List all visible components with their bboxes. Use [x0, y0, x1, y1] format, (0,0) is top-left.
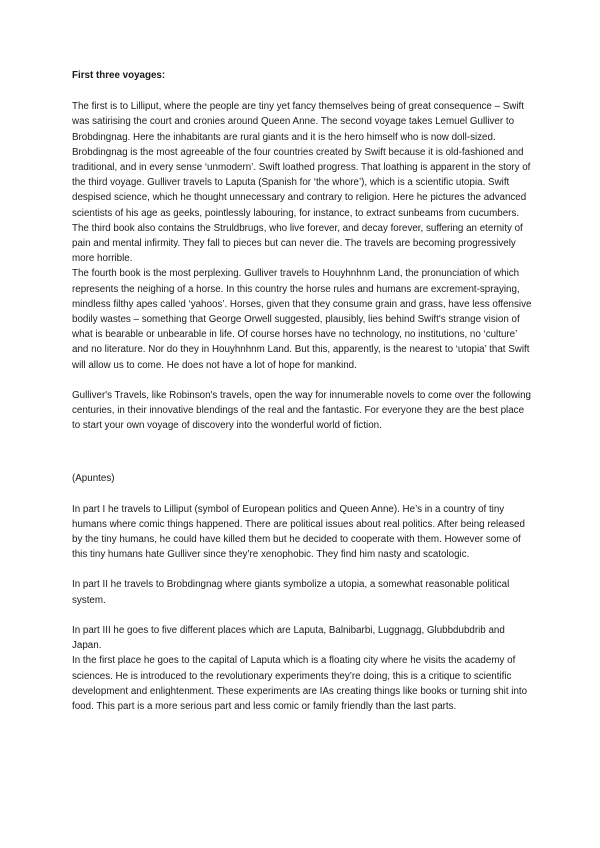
paragraph-part-one: In part I he travels to Lilliput (symbol of European politics and Queen Anne). He’s in a country of tiny humans where comic things happened. There are political issues about real politics. After being released by the tiny humans, he could have killed them but he decided to cooperate with them. However some of this tiny humans hate Gulliver since they’re xenophobic. They find him nasty and scatologic. — [72, 503, 525, 561]
paragraph-first-three-voyages: The first is to Lilliput, where the people are tiny yet fancy themselves being of great consequence – Swift was satirising the court and cronies around Queen Anne. The second voyage takes Lemuel Gulliver to Brobdingnag. Here the inhabitants are rural giants and it is the hero himself who is now doll-sized. Brobdingnag is the most agreeable of the four countries created by Swift because it is old-fashioned and traditional, and in every sense ‘unmodern’. Swift loathed progress. That loathing is apparent in the story of the third voyage. Gulliver travels to Laputa (Spanish for ‘the whore’), which is a scientific utopia. Swift despised science, which he thought unnecessary and contrary to religion. Here he pictures the advanced scientists of his age as geeks, pointlessly labouring, for instance, to extract sunbeams from cucumbers. The third book also contains the Struldbrugs, who live forever, and decay forever, suffering an eternity of pain and mental infirmity. They fall to pieces but can never die. The travels are becoming progressively more horrible. — [72, 101, 531, 265]
paragraph-conclusion: Gulliver's Travels, like Robinson's travels, open the way for innumerable novels to come over the following centuries, in their innovative blendings of the real and the fantastic. For everyone they are the best place to start your own voyage of discovery into the wonderful world of fiction. — [72, 389, 531, 432]
notes-heading: (Apuntes) — [72, 473, 115, 485]
paragraph-laputa: In the first place he goes to the capital of Laputa which is a floating city where he visits the academy of sciences. He is introduced to the revolutionary experiments they’re doing, this is a critique to scientific development and enlightenment. These experiments are IAs creating things like books or turning shit into food. This part is a more serious part and less comic or family friendly than the last parts. — [72, 655, 528, 712]
section-heading: First three voyages: — [72, 70, 166, 81]
document-page — [72, 68, 534, 714]
paragraph-fourth-book: The fourth book is the most perplexing. Gulliver travels to Houyhnhnm Land, the pronunciation of which represents the neighing of a horse. In this country the horse rules and humans are excrement-spraying, mindless filthy apes called ‘yahoos’. Horses, given that they consume grain and grass, have less offensive bodily wastes – something that George Orwell suggested, plausibly, lies behind Swift's strange vision of what is bearable or unbearable in life. Of course horses have no technology, no institutions, no ‘culture’ and no literature. Nor do they in Houyhnhnm Land. But this, apparently, is the nearest to ‘utopia’ that Swift will allow us to come. He does not have a lot of hope for mankind. — [72, 268, 532, 371]
paragraph-part-three: In part III he goes to five different places which are Laputa, Balnibarbi, Luggnagg, Glubbdubdrib and Japan. — [72, 624, 505, 652]
paragraph-part-two: In part II he travels to Brobdingnag where giants symbolize a utopia, a somewhat reasonable political system. — [72, 579, 510, 606]
